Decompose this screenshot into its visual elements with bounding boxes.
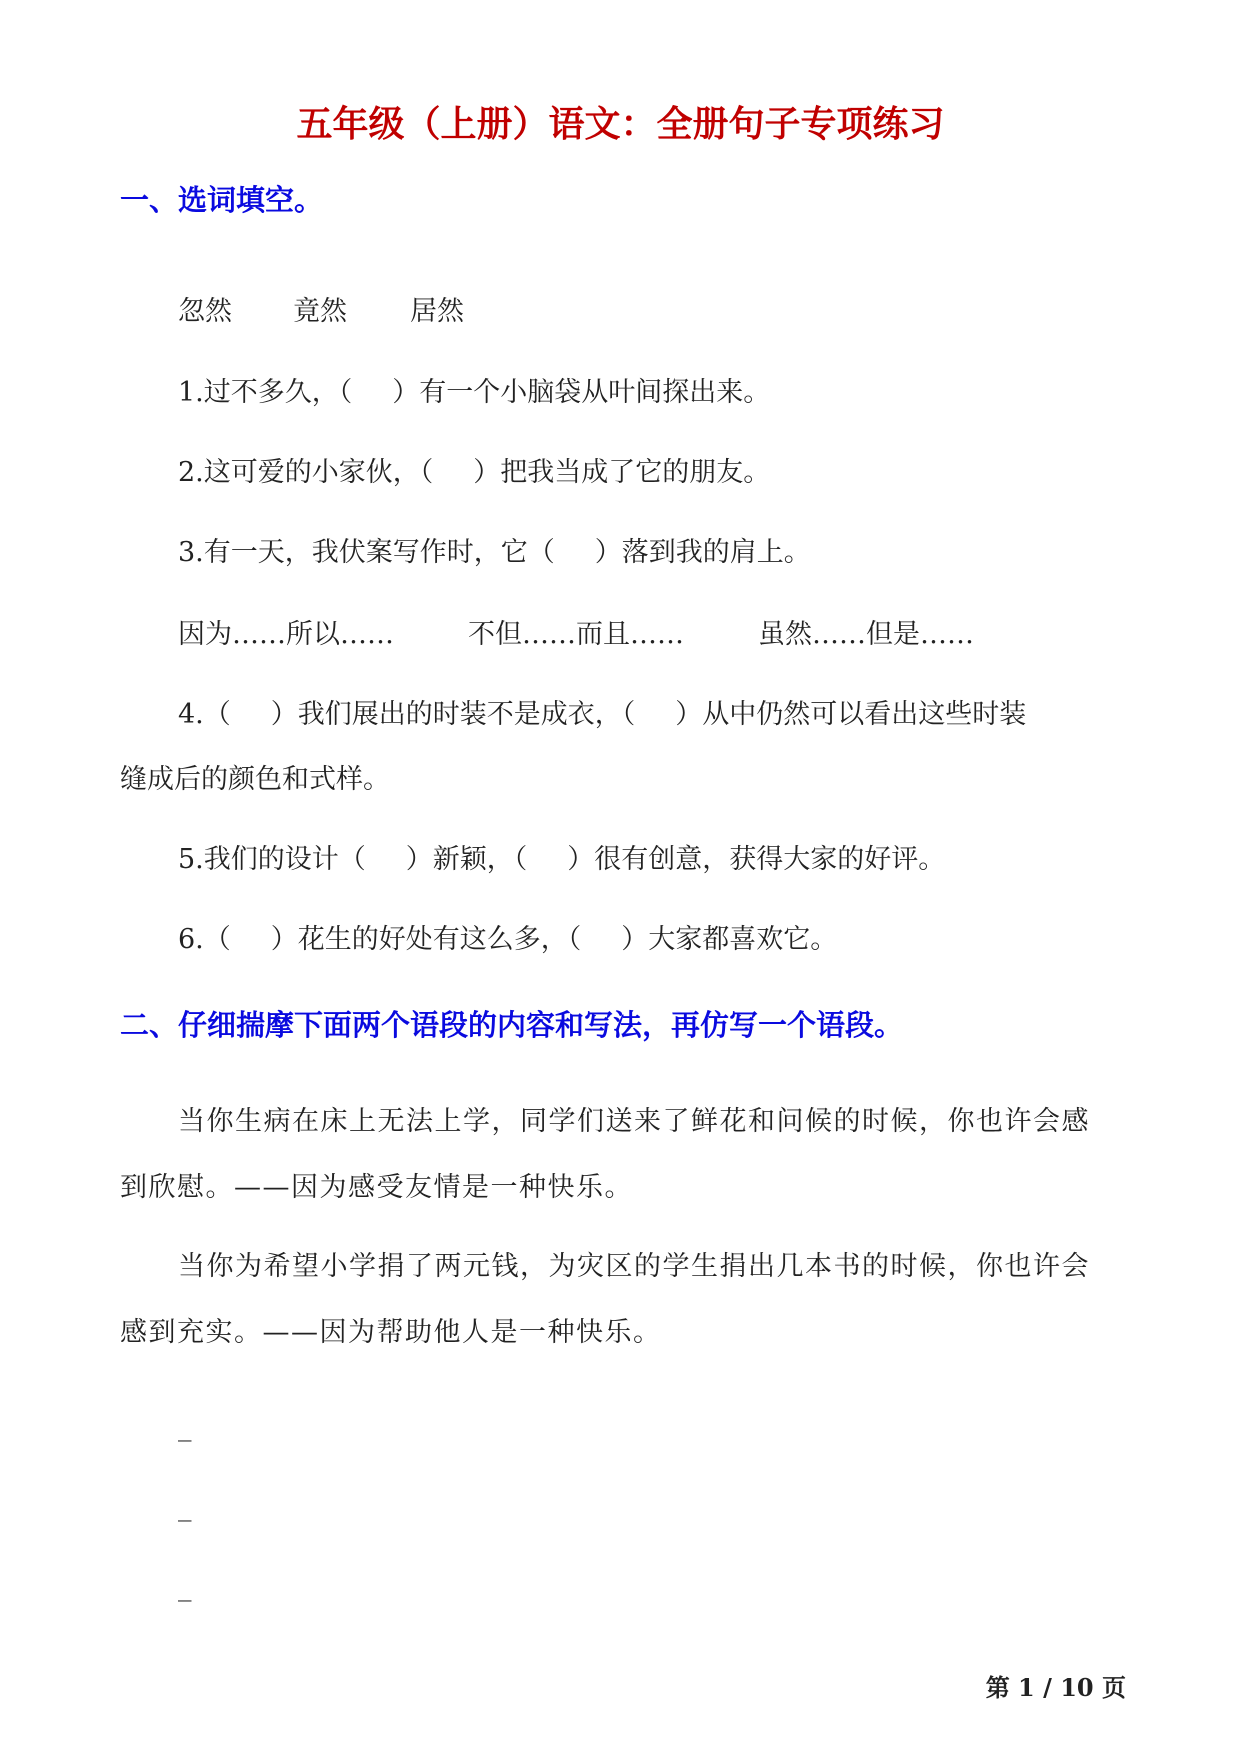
page-number: 第 1 / 10 页 bbox=[985, 1673, 1126, 1702]
word-option: 忽然 bbox=[178, 296, 232, 327]
word-option: 竟然 bbox=[293, 296, 347, 327]
section-1-heading: 一、选词填空。 bbox=[120, 183, 324, 217]
sample-paragraph-1: 当你生病在床上无法上学，同学们送来了鲜花和问候的时候，你也许会感 到欣慰。——因为感受友情是一种快乐。 bbox=[120, 1106, 1090, 1203]
question-6: 6.（ ）花生的好处有这么多，（ ）大家都喜欢它。 bbox=[178, 924, 838, 955]
answer-line-1[interactable]: _ bbox=[178, 1411, 192, 1442]
word-option: 虽然……但是…… bbox=[758, 619, 974, 650]
word-option: 不但……而且…… bbox=[468, 619, 684, 650]
question-3: 3.有一天，我伏案写作时，它（ ）落到我的肩上。 bbox=[178, 537, 811, 568]
page-title: 五年级（上册）语文：全册句子专项练习 bbox=[296, 104, 945, 145]
question-5: 5.我们的设计（ ）新颖，（ ）很有创意，获得大家的好评。 bbox=[178, 844, 946, 875]
answer-line-2[interactable]: _ bbox=[178, 1491, 192, 1522]
question-2: 2.这可爱的小家伙，（ ）把我当成了它的朋友。 bbox=[178, 457, 771, 488]
word-option: 因为……所以…… bbox=[178, 619, 394, 650]
answer-line-3[interactable]: _ bbox=[178, 1571, 192, 1602]
sample-paragraph-2: 当你为希望小学捐了两元钱，为灾区的学生捐出几本书的时候，你也许会 感到充实。——因为帮助他人是一种快乐。 bbox=[120, 1251, 1090, 1348]
question-1: 1.过不多久，（ ）有一个小脑袋从叶间探出来。 bbox=[178, 377, 771, 408]
question-4-continued: 缝成后的颜色和式样。 bbox=[120, 764, 390, 795]
section-2-heading: 二、仔细揣摩下面两个语段的内容和写法，再仿写一个语段。 bbox=[120, 1008, 904, 1042]
question-4: 4.（ ）我们展出的时装不是成衣，（ ）从中仍然可以看出这些时装 bbox=[178, 699, 1027, 730]
word-option: 居然 bbox=[410, 296, 464, 327]
